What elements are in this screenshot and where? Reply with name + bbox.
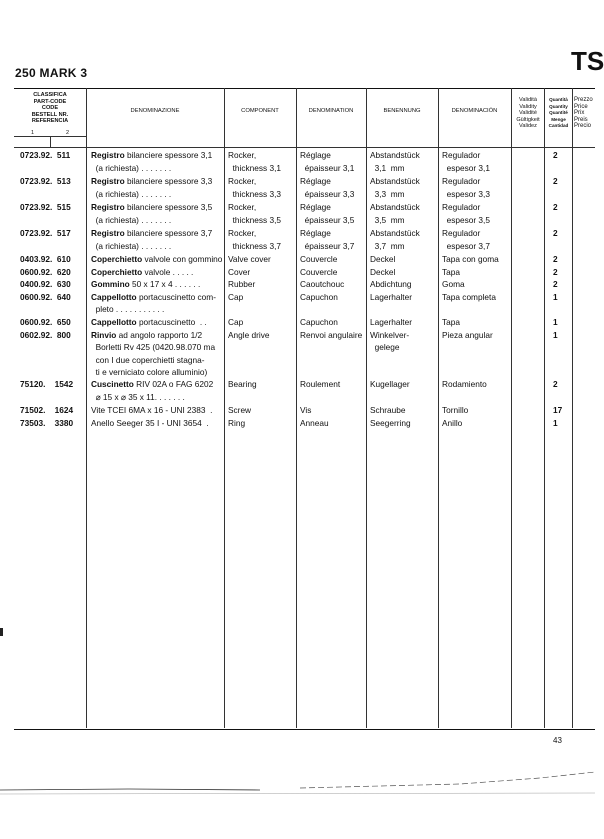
part-code bbox=[20, 291, 71, 304]
denomination-fr-line: Capuchon bbox=[300, 291, 338, 302]
component bbox=[228, 175, 281, 200]
part-code-line: 0600.92. 620 bbox=[20, 266, 71, 277]
benennung bbox=[370, 201, 420, 226]
component bbox=[228, 291, 243, 304]
component bbox=[228, 253, 271, 266]
component-line: Cap bbox=[228, 317, 244, 327]
denomination-fr-line: Anneau bbox=[300, 417, 329, 428]
part-code-line: 73503. 3380 bbox=[20, 417, 74, 428]
quantity-line: 2 bbox=[553, 279, 558, 289]
component-line: Ring bbox=[228, 417, 246, 428]
denomination-fr bbox=[300, 291, 338, 304]
denomination-fr-line: Réglage bbox=[300, 150, 331, 160]
component bbox=[228, 404, 251, 417]
denominazione-line: Anello Seeger 35 I - UNI 3654 . bbox=[91, 417, 209, 428]
header-benennung: BENENNUNG bbox=[383, 108, 421, 114]
denominacion-line: espesor 3,5 bbox=[442, 214, 490, 225]
denominazione-line: pleto . . . . . . . . . . . bbox=[91, 304, 165, 314]
component bbox=[228, 201, 281, 226]
col-divider bbox=[572, 88, 573, 728]
benennung bbox=[370, 149, 420, 174]
denomination-fr-line: Couvercle bbox=[300, 254, 338, 264]
part-code-line: 71502. 1624 bbox=[20, 405, 74, 415]
denominacion-line: Rodamiento bbox=[442, 379, 487, 389]
denominacion-line: Anillo bbox=[442, 417, 463, 428]
denomination-fr bbox=[300, 253, 337, 266]
denominazione-line: (a richiesta) . . . . . . . bbox=[91, 240, 172, 251]
col-divider bbox=[544, 88, 545, 728]
header-col-2: 2 bbox=[66, 130, 70, 136]
component-line: Cap bbox=[228, 291, 244, 302]
quantity bbox=[553, 291, 558, 304]
denominacion-line: Tapa bbox=[442, 317, 460, 327]
component-line: thickness 3,1 bbox=[228, 162, 282, 173]
quantity-line: 1 bbox=[553, 329, 558, 340]
component bbox=[228, 378, 257, 391]
quantity bbox=[553, 329, 558, 342]
component-line: Angle drive bbox=[228, 329, 270, 340]
denominazione-line: Cuscinetto RIV 02A o FAG 6202 bbox=[91, 379, 214, 389]
denomination-fr-line: Caoutchouc bbox=[300, 279, 345, 289]
denominacion-line: Regulador bbox=[442, 176, 481, 186]
denominacion-line: espesor 3,3 bbox=[442, 188, 490, 199]
part-code bbox=[20, 266, 71, 279]
component-line: Rubber bbox=[228, 279, 256, 289]
part-code-line: 0723.92. 515 bbox=[20, 202, 71, 212]
benennung bbox=[370, 266, 395, 279]
denomination-fr bbox=[300, 149, 354, 174]
header-component: COMPONENT bbox=[241, 108, 279, 114]
denomination-fr bbox=[300, 175, 354, 200]
denominazione-line: Gommino 50 x 17 x 4 . . . . . . bbox=[91, 279, 201, 289]
denominacion bbox=[442, 316, 460, 329]
component bbox=[228, 278, 255, 291]
quantity-line: 17 bbox=[553, 405, 563, 415]
component bbox=[228, 266, 250, 279]
component-line: thickness 3,3 bbox=[228, 188, 282, 199]
denominazione bbox=[91, 227, 212, 252]
benennung-line: Schraube bbox=[370, 405, 406, 415]
part-code-line: 0403.92. 610 bbox=[20, 254, 71, 264]
part-code-line: 0723.92. 513 bbox=[20, 176, 71, 186]
quantity-line: 1 bbox=[553, 417, 558, 428]
denomination-fr bbox=[300, 227, 354, 252]
denominacion-line: Tornillo bbox=[442, 405, 469, 415]
benennung-line: Lagerhalter bbox=[370, 291, 412, 302]
benennung bbox=[370, 253, 395, 266]
part-code bbox=[20, 227, 71, 240]
component-line: thickness 3,7 bbox=[228, 240, 282, 251]
quantity-line: 2 bbox=[553, 228, 558, 238]
denominazione-line: Coperchietto valvole con gommino bbox=[91, 254, 223, 264]
denominacion bbox=[442, 404, 468, 417]
header-quantita: Quantità Quantity Quantité Menge Cantidad bbox=[548, 97, 569, 128]
denominazione bbox=[91, 253, 222, 266]
denominazione-line: Cappellotto portacuscinetto . . bbox=[91, 317, 207, 327]
col-divider bbox=[86, 88, 87, 728]
component-line: Screw bbox=[228, 405, 252, 415]
col-divider bbox=[224, 88, 225, 728]
quantity bbox=[553, 201, 558, 214]
part-code bbox=[20, 278, 71, 291]
benennung-line: Abdichtung bbox=[370, 279, 412, 289]
header-col-1: 1 bbox=[31, 130, 35, 136]
quantity bbox=[553, 175, 558, 188]
scan-mark bbox=[0, 628, 3, 636]
header-denominacion: DENOMINACIÓN bbox=[451, 108, 498, 114]
denominazione bbox=[91, 175, 212, 200]
component bbox=[228, 316, 243, 329]
header-validita: Validità Validity Validité Gültigkeit Validez bbox=[516, 97, 540, 129]
denominazione-line: ⌀ 15 x ⌀ 35 x 11. . . . . . . bbox=[91, 391, 185, 402]
part-code-line: 0600.92. 640 bbox=[20, 291, 71, 302]
denominazione-line: (a richiesta) . . . . . . . bbox=[91, 188, 172, 199]
part-code bbox=[20, 253, 71, 266]
denominacion-line: Regulador bbox=[442, 228, 481, 238]
part-code bbox=[20, 316, 71, 329]
quantity bbox=[553, 278, 558, 291]
denomination-fr bbox=[300, 417, 329, 430]
denominacion-line: Goma bbox=[442, 279, 465, 289]
page-header-model: 250 MARK 3 bbox=[15, 66, 88, 80]
benennung-line: Deckel bbox=[370, 254, 396, 264]
denominazione bbox=[91, 316, 207, 329]
benennung-line: Winkelver- bbox=[370, 329, 410, 340]
benennung bbox=[370, 227, 420, 252]
benennung bbox=[370, 278, 412, 291]
quantity bbox=[553, 417, 558, 430]
denomination-fr-line: épaisseur 3,3 bbox=[300, 188, 355, 199]
denomination-fr-line: épaisseur 3,1 bbox=[300, 162, 355, 173]
benennung-line: 3,1 mm bbox=[370, 162, 405, 173]
benennung-line: gelege bbox=[370, 342, 400, 352]
denominacion bbox=[442, 266, 460, 279]
component bbox=[228, 417, 245, 430]
header-denomination: DENOMINATION bbox=[308, 108, 354, 114]
quantity-line: 1 bbox=[553, 291, 558, 302]
denominazione bbox=[91, 378, 213, 403]
denominazione bbox=[91, 404, 212, 417]
part-code bbox=[20, 201, 71, 214]
denomination-fr bbox=[300, 329, 362, 342]
header-prezzo: Prezzo Price Prix Preis Precio bbox=[574, 97, 593, 129]
part-code bbox=[20, 329, 71, 342]
denomination-fr bbox=[300, 378, 340, 391]
benennung-line: Abstandstück bbox=[370, 150, 420, 160]
component bbox=[228, 227, 281, 252]
denomination-fr-line: Réglage bbox=[300, 176, 331, 186]
benennung-line: Kugellager bbox=[370, 379, 410, 389]
quantity-line: 1 bbox=[553, 317, 558, 327]
denominacion-line: Tapa bbox=[442, 266, 460, 277]
component-line: Bearing bbox=[228, 379, 257, 389]
quantity bbox=[553, 227, 558, 240]
benennung-line: Abstandstück bbox=[370, 228, 420, 238]
denominacion-line: Pieza angular bbox=[442, 329, 493, 340]
denominacion bbox=[442, 149, 490, 174]
denomination-fr-line: épaisseur 3,5 bbox=[300, 214, 355, 225]
denominacion bbox=[442, 329, 493, 342]
quantity-line: 2 bbox=[553, 254, 558, 264]
denominazione-line: Rinvio ad angolo rapporto 1/2 bbox=[91, 329, 203, 340]
component-line: thickness 3,5 bbox=[228, 214, 282, 225]
part-code bbox=[20, 404, 73, 417]
benennung-line: Deckel bbox=[370, 266, 396, 277]
denominacion bbox=[442, 278, 465, 291]
quantity bbox=[553, 404, 562, 417]
quantity bbox=[553, 316, 558, 329]
benennung bbox=[370, 404, 406, 417]
benennung-line: Abstandstück bbox=[370, 202, 420, 212]
denominacion-line: Regulador bbox=[442, 150, 481, 160]
denominacion-line: espesor 3,1 bbox=[442, 162, 490, 173]
denominazione bbox=[91, 329, 215, 379]
part-code bbox=[20, 175, 71, 188]
col-divider bbox=[366, 88, 367, 728]
denominacion-line: Tapa completa bbox=[442, 291, 496, 302]
part-code-line: 75120. 1542 bbox=[20, 379, 74, 389]
denominazione-line: Coperchietto valvole . . . . . bbox=[91, 266, 194, 277]
denominazione-line: (a richiesta) . . . . . . . bbox=[91, 162, 172, 173]
benennung-line: Seegerring bbox=[370, 417, 411, 428]
denomination-fr bbox=[300, 278, 344, 291]
denomination-fr-line: Roulement bbox=[300, 379, 341, 389]
denominacion-line: espesor 3,7 bbox=[442, 240, 490, 251]
denomination-fr-line: Réglage bbox=[300, 202, 331, 212]
denominacion bbox=[442, 417, 462, 430]
denomination-fr bbox=[300, 266, 337, 279]
benennung-line: Abstandstück bbox=[370, 176, 420, 186]
header-part-code: CLASSIFICA PART-CODE CODE BESTELL NR. REFERENCIA bbox=[31, 92, 69, 124]
benennung-line: 3,5 mm bbox=[370, 214, 405, 225]
col-divider bbox=[438, 88, 439, 728]
component-line: Rocker, bbox=[228, 228, 257, 238]
component-line: Cover bbox=[228, 266, 251, 277]
component-line: Rocker, bbox=[228, 202, 257, 212]
part-code-line: 0723.92. 517 bbox=[20, 228, 71, 238]
benennung-line: 3,7 mm bbox=[370, 240, 405, 251]
benennung bbox=[370, 378, 410, 391]
col-divider bbox=[296, 88, 297, 728]
component-line: Rocker, bbox=[228, 176, 257, 186]
denomination-fr-line: Renvoi angulaire bbox=[300, 329, 363, 340]
denominacion bbox=[442, 227, 490, 252]
quantity-line: 2 bbox=[553, 379, 558, 389]
quantity bbox=[553, 266, 558, 279]
denominazione-line: Registro bilanciere spessore 3,5 bbox=[91, 202, 213, 212]
part-code-line: 0600.92. 650 bbox=[20, 317, 71, 327]
part-code-line: 0400.92. 630 bbox=[20, 279, 71, 289]
denomination-fr-line: Couvercle bbox=[300, 266, 338, 277]
denominazione-line: Vite TCEI 6MA x 16 - UNI 2383 . bbox=[91, 405, 213, 415]
benennung bbox=[370, 316, 412, 329]
component bbox=[228, 149, 281, 174]
denominacion-line: Tapa con goma bbox=[442, 254, 499, 264]
part-code bbox=[20, 149, 70, 162]
denominazione bbox=[91, 266, 193, 279]
col-divider bbox=[511, 88, 512, 728]
quantity bbox=[553, 149, 558, 162]
header-subdivider bbox=[50, 136, 51, 147]
denominacion bbox=[442, 378, 487, 391]
section-code: TS bbox=[571, 46, 604, 76]
quantity bbox=[553, 378, 558, 391]
component-line: Valve cover bbox=[228, 254, 271, 264]
quantity-line: 2 bbox=[553, 202, 558, 212]
quantity bbox=[553, 253, 558, 266]
denomination-fr bbox=[300, 201, 354, 226]
part-code bbox=[20, 378, 73, 391]
scan-artifact-lines bbox=[0, 760, 595, 800]
component-line: Rocker, bbox=[228, 150, 257, 160]
denominazione-line: con I due coperchietti stagna- bbox=[91, 354, 205, 365]
benennung-line: 3,3 mm bbox=[370, 188, 405, 199]
denominazione-line: Borletti Rv 425 (0420.98.070 ma bbox=[91, 342, 216, 352]
benennung-line: Lagerhalter bbox=[370, 317, 412, 327]
denominazione-line: ti e verniciato colore alluminio) bbox=[91, 367, 208, 377]
denominazione bbox=[91, 417, 209, 430]
denomination-fr bbox=[300, 404, 311, 417]
denominacion bbox=[442, 201, 490, 226]
page-number: 43 bbox=[553, 736, 562, 745]
part-code-line: 0602.92. 800 bbox=[20, 329, 71, 340]
denominazione bbox=[91, 201, 212, 226]
header-separator bbox=[14, 147, 595, 148]
denomination-fr-line: Réglage bbox=[300, 228, 331, 238]
denominacion bbox=[442, 253, 499, 266]
denominazione-line: Registro bilanciere spessore 3,1 bbox=[91, 150, 213, 160]
quantity-line: 2 bbox=[553, 176, 558, 186]
benennung bbox=[370, 417, 411, 430]
component bbox=[228, 329, 270, 342]
denomination-fr-line: épaisseur 3,7 bbox=[300, 240, 355, 251]
denominacion-line: Regulador bbox=[442, 202, 481, 212]
denominacion bbox=[442, 291, 496, 304]
denominazione-line: Cappellotto portacuscinetto com- bbox=[91, 291, 216, 302]
denominazione bbox=[91, 149, 212, 174]
denominazione bbox=[91, 278, 200, 291]
benennung bbox=[370, 175, 420, 200]
denomination-fr-line: Capuchon bbox=[300, 317, 338, 327]
denominazione bbox=[91, 291, 216, 316]
denominazione-line: Registro bilanciere spessore 3,7 bbox=[91, 228, 213, 238]
part-code bbox=[20, 417, 73, 430]
quantity-line: 2 bbox=[553, 266, 558, 277]
quantity-line: 2 bbox=[553, 150, 558, 160]
benennung bbox=[370, 329, 409, 354]
header-denominazione: DENOMINAZIONE bbox=[130, 108, 180, 114]
benennung bbox=[370, 291, 412, 304]
denomination-fr-line: Vis bbox=[300, 405, 312, 415]
part-code-line: 0723.92. 511 bbox=[20, 150, 71, 160]
denominacion bbox=[442, 175, 490, 200]
denomination-fr bbox=[300, 316, 338, 329]
denominazione-line: (a richiesta) . . . . . . . bbox=[91, 214, 172, 225]
denominazione-line: Registro bilanciere spessore 3,3 bbox=[91, 176, 213, 186]
